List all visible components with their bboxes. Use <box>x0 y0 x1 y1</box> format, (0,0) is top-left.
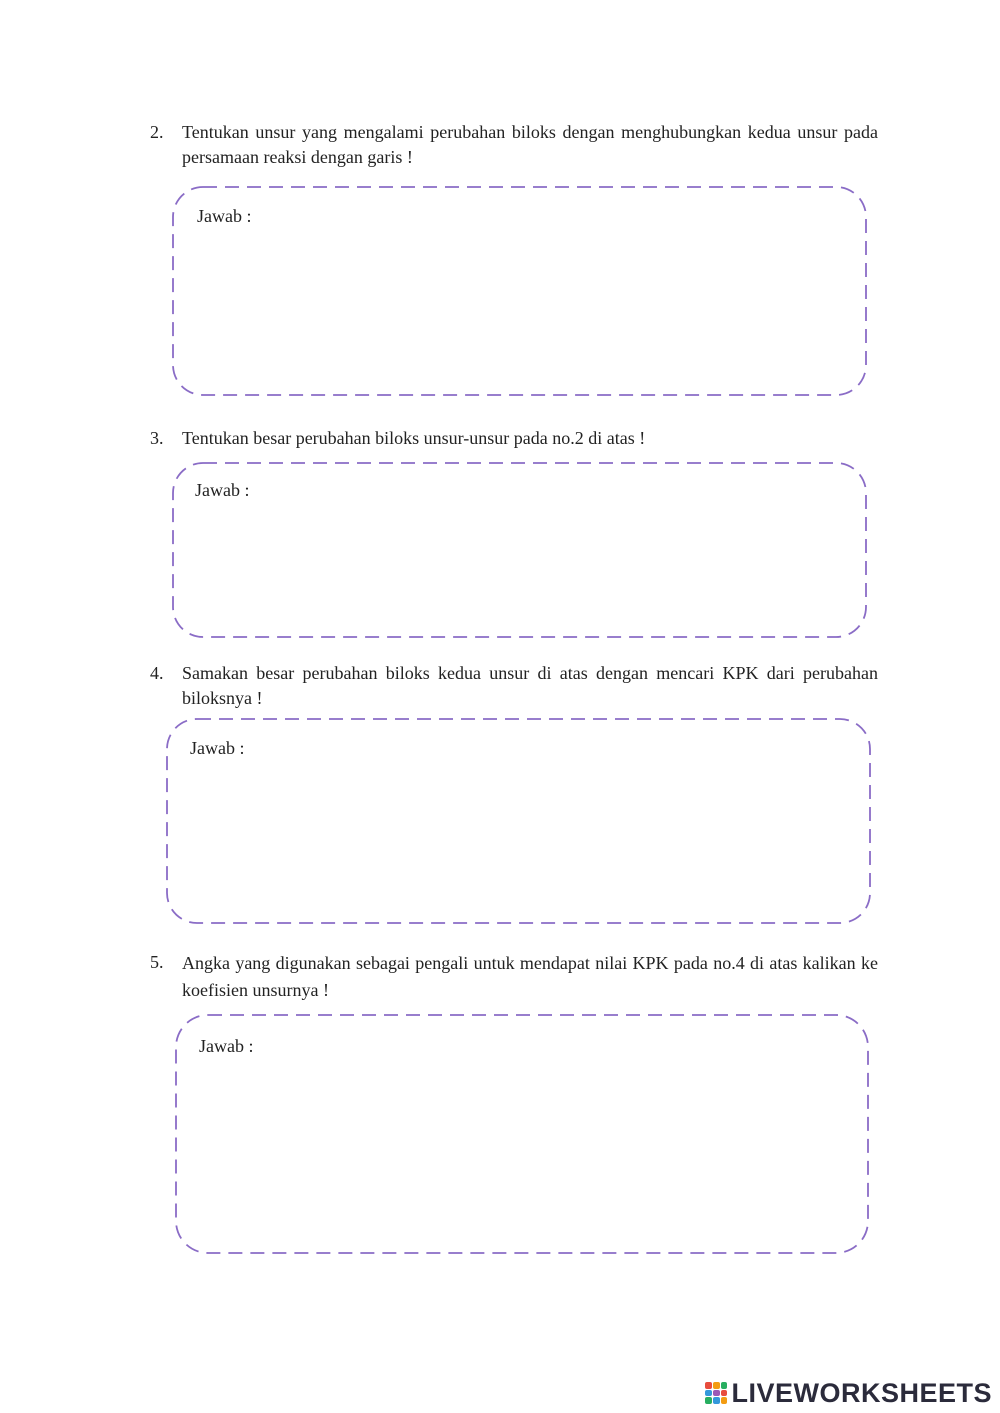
question-text: Tentukan unsur yang mengalami perubahan biloks dengan menghubungkan kedua unsur pada persamaan reaksi dengan garis ! <box>182 122 878 167</box>
question-2 <box>150 120 878 170</box>
question-4 <box>150 661 878 711</box>
question-5 <box>150 950 878 1004</box>
question-text: Angka yang digunakan sebagai pengali untuk mendapat nilai KPK pada no.4 di atas kalikan ke koefisien unsurnya ! <box>182 953 878 1000</box>
dashed-border <box>175 1014 869 1254</box>
answer-box-4[interactable] <box>166 718 871 924</box>
question-number: 2. <box>150 122 164 142</box>
liveworksheets-logo-icon <box>705 1382 727 1404</box>
question-text: Samakan besar perubahan biloks kedua unsur di atas dengan mencari KPK dari perubahan biloksnya ! <box>182 663 878 708</box>
question-number: 3. <box>150 428 164 448</box>
question-number: 5. <box>150 952 164 972</box>
liveworksheets-brand-text: LIVEWORKSHEETS <box>731 1378 992 1408</box>
dashed-border <box>166 718 871 924</box>
question-3 <box>150 426 878 451</box>
answer-box-2[interactable] <box>172 186 867 396</box>
dashed-border <box>172 462 867 638</box>
liveworksheets-logo <box>705 1378 992 1408</box>
answer-label: Jawab : <box>199 1036 254 1056</box>
question-number: 4. <box>150 663 164 683</box>
answer-label: Jawab : <box>197 206 252 226</box>
answer-box-5[interactable] <box>175 1014 869 1254</box>
answer-label: Jawab : <box>195 480 250 500</box>
question-text: Tentukan besar perubahan biloks unsur-unsur pada no.2 di atas ! <box>182 428 646 448</box>
dashed-border <box>172 186 867 396</box>
answer-box-3[interactable] <box>172 462 867 638</box>
answer-label: Jawab : <box>190 738 245 758</box>
